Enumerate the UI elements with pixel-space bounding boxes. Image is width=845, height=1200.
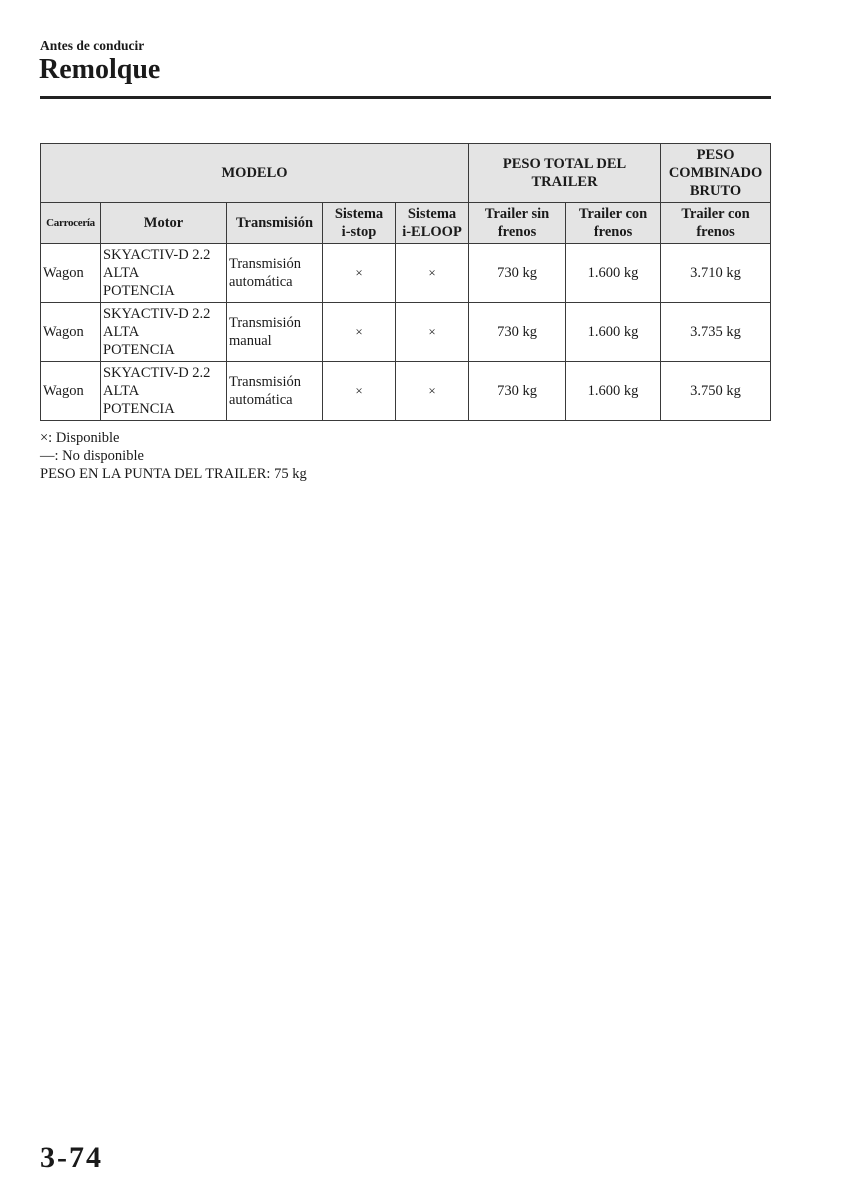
header-combinado-trailer-con-frenos: Trailer con frenos <box>661 203 771 244</box>
table-footnotes <box>40 429 307 483</box>
cell-i-stop: × <box>323 303 396 362</box>
page-title: Remolque <box>39 54 161 85</box>
cell-i-stop: × <box>323 362 396 421</box>
cell-i-eloop: × <box>396 362 469 421</box>
header-transmision: Transmisión <box>227 203 323 244</box>
cell-transmision: Transmisión manual <box>227 303 323 362</box>
header-modelo: MODELO <box>41 144 469 203</box>
header-peso-total-trailer: PESO TOTAL DEL TRAILER <box>469 144 661 203</box>
cell-trailer-sin-frenos: 730 kg <box>469 244 566 303</box>
cell-i-stop: × <box>323 244 396 303</box>
cell-peso-combinado: 3.750 kg <box>661 362 771 421</box>
cell-peso-combinado: 3.710 kg <box>661 244 771 303</box>
table-row <box>41 244 771 303</box>
cell-motor: SKYACTIV-D 2.2 ALTA POTENCIA <box>101 303 227 362</box>
header-motor: Motor <box>101 203 227 244</box>
header-sistema-i-stop: Sistema i-stop <box>323 203 396 244</box>
header-carroceria: Carrocería <box>41 203 101 244</box>
title-divider <box>40 96 771 99</box>
cell-i-eloop: × <box>396 244 469 303</box>
header-trailer-sin-frenos: Trailer sin frenos <box>469 203 566 244</box>
section-label: Antes de conducir <box>40 38 145 53</box>
page-number: 3-74 <box>40 1141 103 1174</box>
cell-motor: SKYACTIV-D 2.2 ALTA POTENCIA <box>101 244 227 303</box>
cell-trailer-sin-frenos: 730 kg <box>469 362 566 421</box>
table-column-header-row <box>41 203 771 244</box>
footnote-no-disponible: —: No disponible <box>40 448 144 464</box>
header-sistema-i-eloop: Sistema i-ELOOP <box>396 203 469 244</box>
header-trailer-con-frenos: Trailer con frenos <box>566 203 661 244</box>
cell-trailer-con-frenos: 1.600 kg <box>566 303 661 362</box>
header-peso-combinado-bruto: PESO COMBINADO BRUTO <box>661 144 771 203</box>
footnote-disponible: ×: Disponible <box>40 430 120 446</box>
table-row <box>41 303 771 362</box>
cell-trailer-sin-frenos: 730 kg <box>469 303 566 362</box>
cell-carroceria: Wagon <box>41 303 101 362</box>
cell-transmision: Transmisión automática <box>227 244 323 303</box>
cell-i-eloop: × <box>396 303 469 362</box>
cell-transmision: Transmisión automática <box>227 362 323 421</box>
cell-peso-combinado: 3.735 kg <box>661 303 771 362</box>
cell-motor: SKYACTIV-D 2.2 ALTA POTENCIA <box>101 362 227 421</box>
cell-trailer-con-frenos: 1.600 kg <box>566 362 661 421</box>
table-row <box>41 362 771 421</box>
table-group-header-row <box>41 144 771 203</box>
cell-carroceria: Wagon <box>41 244 101 303</box>
cell-carroceria: Wagon <box>41 362 101 421</box>
towing-specs-table <box>40 143 771 421</box>
footnote-peso-punta: PESO EN LA PUNTA DEL TRAILER: 75 kg <box>40 466 307 482</box>
cell-trailer-con-frenos: 1.600 kg <box>566 244 661 303</box>
